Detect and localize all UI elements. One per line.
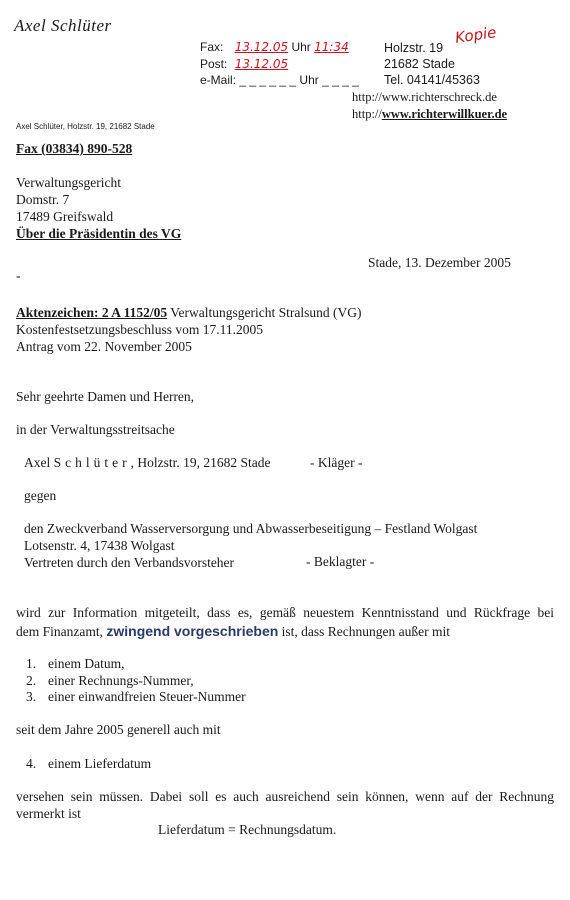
plaintiff-last-name: Schlüter	[53, 455, 131, 470]
recipient-line-1: Verwaltungsgericht	[16, 175, 121, 190]
recipient-line-3: 17489 Greifswald	[16, 209, 114, 224]
website-link-2[interactable]	[352, 107, 507, 122]
body-3-line-2: vermerkt ist	[16, 806, 81, 821]
sender-street: Holzstr. 19	[384, 41, 444, 55]
fax-uhr-label: Uhr	[291, 40, 311, 54]
fax-time-handwritten: 11:34	[314, 40, 349, 54]
plaintiff-address: , Holzstr. 19, 21682 Stade	[130, 455, 271, 470]
salutation: Sehr geehrte Damen und Herren,	[16, 389, 195, 404]
kopie-stamp: Kopie	[453, 23, 498, 47]
plaintiff-line	[24, 455, 271, 471]
defendant-role: - Beklagter -	[306, 554, 375, 569]
body-1-line-2-suffix: ist, dass Rechnungen außer mit	[278, 624, 451, 639]
intro-line: in der Verwaltungsstreitsache	[16, 422, 175, 437]
plaintiff-first-name: Axel	[24, 455, 51, 470]
list-item: 1. einem Datum,	[26, 656, 125, 671]
email-time-blank: _ _ _ _	[322, 73, 359, 87]
email-uhr-label: Uhr	[299, 73, 319, 87]
body-paragraph-3	[16, 788, 554, 822]
list-item: 4. einem Lieferdatum	[26, 756, 152, 771]
fax-date-handwritten: 13.12.05	[234, 40, 289, 54]
post-label: Post:	[200, 57, 228, 71]
reference-line-2: Kostenfestsetzungsbeschluss vom 17.11.2005	[16, 322, 263, 337]
sender-phone: Tel. 04141/45363	[384, 73, 480, 87]
website-link-2-domain: www.richterwillkuer.de	[381, 107, 508, 121]
defendant-line-3: Vertreten durch den Verbandsvorsteher	[24, 555, 235, 570]
defendant-block	[24, 520, 477, 571]
court-name: Verwaltungsgericht Stralsund (VG)	[167, 305, 362, 320]
email-label: e-Mail:	[200, 73, 237, 87]
letter-date: Stade, 13. Dezember 2005	[368, 255, 511, 270]
body-1-line-2-prefix: dem Finanzamt,	[16, 624, 107, 639]
sender-city: 21682 Stade	[384, 57, 455, 71]
post-date-handwritten: 13.12.05	[234, 57, 289, 71]
gegen-label: gegen	[24, 488, 57, 503]
recipient-address	[16, 174, 181, 242]
additional-list	[26, 756, 151, 772]
body-1-line-1: wird zur Information mitgeteilt, dass es, gemäß neuestem Kenntnisstand und Rückfrage bei	[16, 605, 554, 620]
fax-label: Fax:	[200, 40, 224, 54]
reference-block	[16, 304, 361, 355]
case-number: Aktenzeichen: 2 A 1152/05	[16, 305, 168, 320]
formula-line: Lieferdatum = Rechnungsdatum.	[158, 822, 337, 837]
email-date-blank: _ _ _ _ _ _	[239, 73, 297, 87]
defendant-line-1: den Zweckverband Wasserversorgung und Abwasserbeseitigung – Festland Wolgast	[24, 521, 478, 536]
recipient-line-4: Über die Präsidentin des VG	[16, 226, 182, 241]
plaintiff-role: - Kläger -	[310, 455, 363, 470]
defendant-line-2: Lotsenstr. 4, 17438 Wolgast	[24, 538, 175, 553]
sender-address	[384, 40, 480, 88]
body-paragraph-2: seit dem Jahre 2005 generell auch mit	[16, 722, 221, 737]
dash-mark: -	[16, 268, 21, 283]
return-address-line: Axel Schlüter, Holzstr. 19, 21682 Stade	[16, 122, 155, 131]
list-item: 3. einer einwandfreien Steuer-Nummer	[26, 689, 246, 704]
recipient-line-2: Domstr. 7	[16, 192, 70, 207]
body-3-line-1: versehen sein müssen. Dabei soll es auch ausreichend sein können, wenn auf der Rechnung	[16, 789, 554, 804]
body-1-emphasis: zwingend vorgeschrieben	[106, 623, 279, 639]
recipient-fax-number: Fax (03834) 890-528	[16, 141, 133, 156]
sender-logo: Axel Schlüter	[14, 16, 112, 35]
body-paragraph-1	[16, 604, 554, 641]
requirements-list	[26, 656, 246, 706]
list-item: 2. einer Rechnungs-Nummer,	[26, 672, 194, 688]
website-link-1[interactable]: http://www.richterschreck.de	[352, 90, 497, 104]
website-link-2-prefix: http://	[352, 107, 382, 121]
reference-line-3: Antrag vom 22. November 2005	[16, 339, 192, 354]
